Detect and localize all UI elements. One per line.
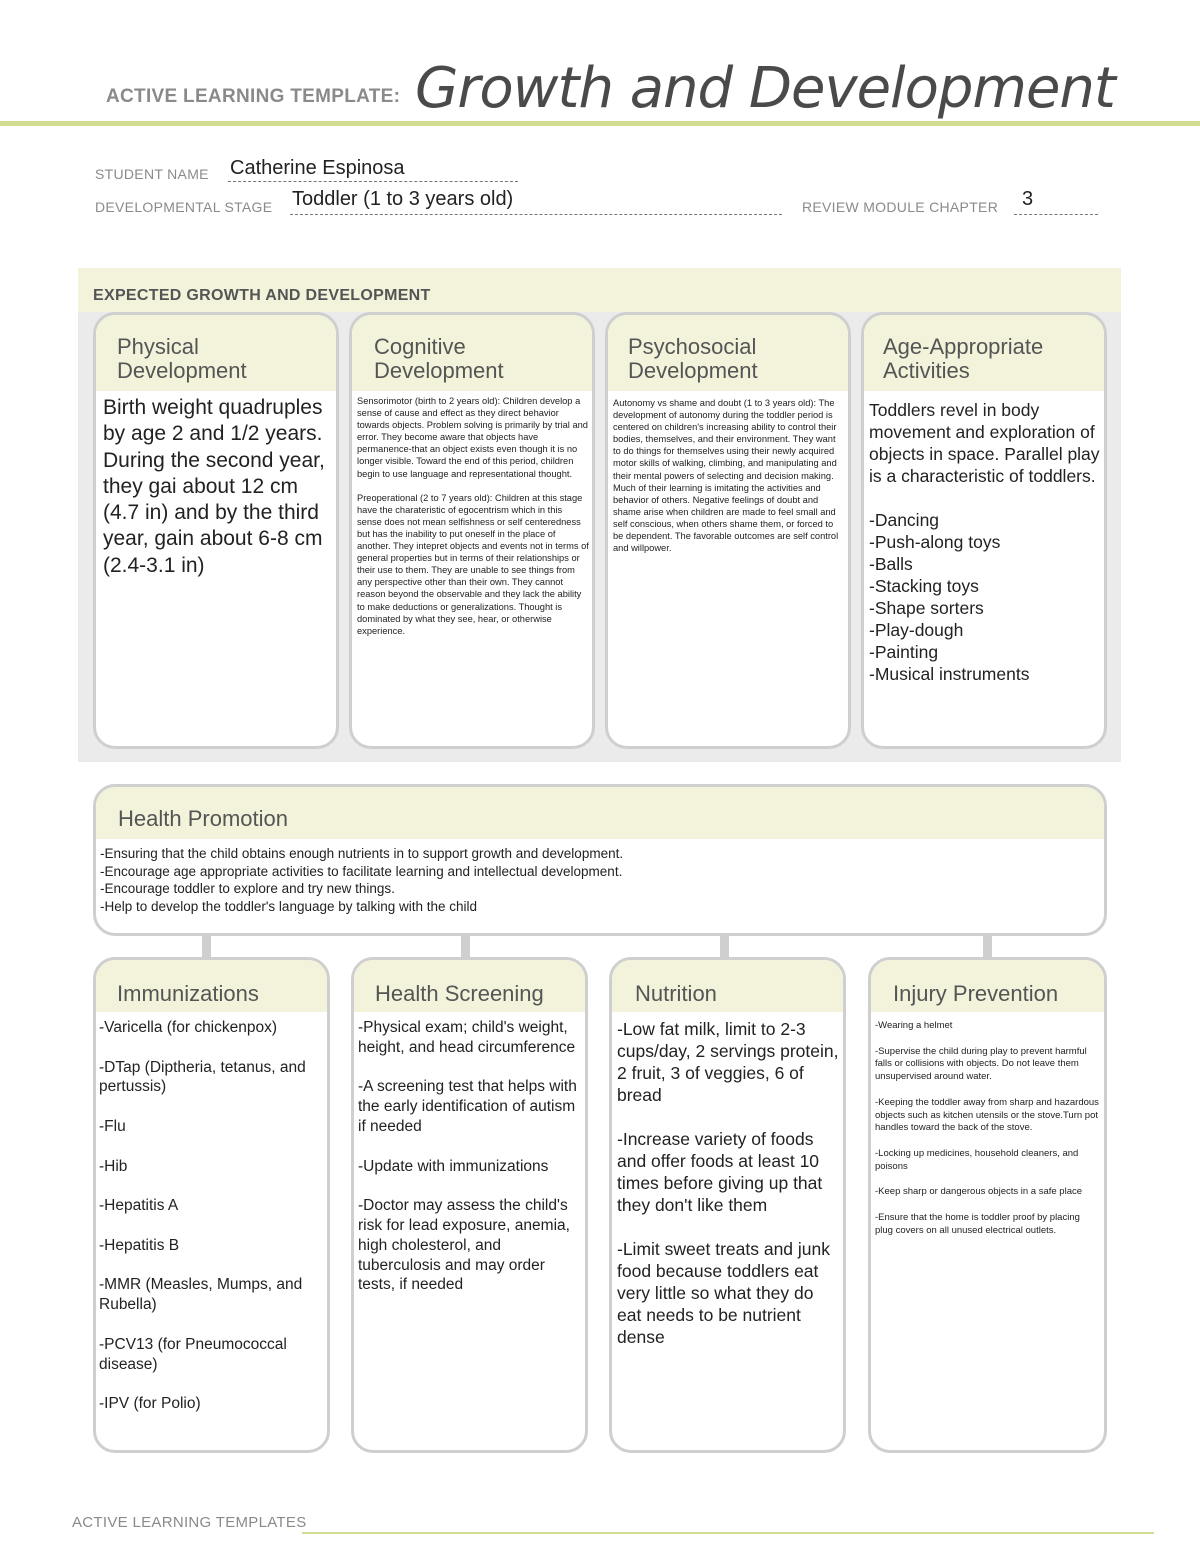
activity-item: -Painting xyxy=(869,642,939,662)
immunization-item: -Hib xyxy=(99,1157,128,1175)
health-screening-title: Health Screening xyxy=(375,981,544,1006)
immunization-item: -DTap (Diptheria, tetanus, and pertussis) xyxy=(99,1058,306,1096)
cognitive-development-title: Cognitive Development xyxy=(374,334,504,383)
health-promotion-line: -Encourage toddler to explore and try new things. xyxy=(100,881,395,896)
immunization-item: -Hepatitis A xyxy=(99,1197,179,1215)
connector-nutrition xyxy=(720,936,729,958)
health-screening-item: -Update with immunizations xyxy=(358,1157,549,1175)
connector-health-screening xyxy=(461,936,470,958)
health-screening-list[interactable] xyxy=(358,1018,580,1295)
nutrition-item: -Limit sweet treats and junk food because toddlers eat very little so what they do eat needs to be nutrient dense xyxy=(617,1239,831,1347)
health-screening-box xyxy=(351,957,588,1453)
activities-text[interactable] xyxy=(869,399,1101,685)
health-promotion-title: Health Promotion xyxy=(118,806,288,831)
activities-list xyxy=(869,509,1101,685)
dev-stage-label: DEVELOPMENTAL STAGE xyxy=(95,199,273,215)
student-name-value[interactable]: Catherine Espinosa xyxy=(230,157,405,179)
sensorimotor-paragraph: Sensorimotor (birth to 2 years old): Children develop a sense of cause and effect as they direct behavior towards objects. Problem solving is primarily by trial and error. They become aware that objects have permanence-that an object exists even though it is no longer visible. Toward the end of this period, children begin to use language and representational thought. xyxy=(357,396,588,479)
health-promotion-box xyxy=(93,784,1107,936)
immunization-item: -Hepatitis B xyxy=(99,1236,180,1254)
connector-immunizations xyxy=(202,936,211,958)
health-promotion-text[interactable] xyxy=(100,845,1090,915)
review-chapter-value[interactable]: 3 xyxy=(1022,188,1034,210)
activities-title: Age-Appropriate Activities xyxy=(883,334,1044,383)
immunizations-box xyxy=(93,957,330,1453)
student-name-label: STUDENT NAME xyxy=(95,166,209,182)
nutrition-title: Nutrition xyxy=(635,981,717,1006)
cognitive-development-box xyxy=(349,312,595,749)
review-chapter-label: REVIEW MODULE CHAPTER xyxy=(802,199,999,215)
physical-development-box xyxy=(93,312,339,749)
activities-box xyxy=(861,312,1107,749)
health-screening-item: -Physical exam; child's weight, height, and head circumference xyxy=(358,1019,576,1056)
health-promotion-line: -Help to develop the toddler's language by talking with the child xyxy=(100,898,478,914)
page-title: Growth and Development xyxy=(415,56,1115,121)
immunizations-list[interactable] xyxy=(99,1018,321,1414)
injury-prevention-item: -Wearing a helmet xyxy=(875,1020,953,1031)
injury-prevention-list[interactable] xyxy=(875,1020,1100,1238)
immunization-item: -Flu xyxy=(99,1117,126,1135)
physical-development-title: Physical Development xyxy=(117,334,247,383)
injury-prevention-item: -Ensure that the home is toddler proof by placing plug covers on all unused electrical outlets. xyxy=(875,1211,1080,1236)
physical-development-text[interactable]: Birth weight quadruples by age 2 and 1/2 years. During the second year, they gai about 12 cm (4.7 in) and by the third year, gain about 6-8 cm (2.4-3.1 in) xyxy=(103,396,325,577)
injury-prevention-item: -Keeping the toddler away from sharp and hazardous objects such as kitchen utensils or the stove.Turn pot handles toward the back of the stove. xyxy=(875,1096,1099,1134)
activities-intro: Toddlers revel in body movement and exploration of objects in space. Parallel play is a characteristic of toddlers. xyxy=(869,400,1100,486)
student-name-underline xyxy=(228,181,518,182)
injury-prevention-title: Injury Prevention xyxy=(893,981,1059,1006)
health-screening-item: -Doctor may assess the child's risk for lead exposure, anemia, high cholesterol, and tuberculosis and may order tests, if needed xyxy=(358,1197,570,1294)
immunization-item: -PCV13 (for Pneumococcal disease) xyxy=(99,1335,287,1373)
footer-label: ACTIVE LEARNING TEMPLATES xyxy=(72,1514,307,1531)
activity-item: -Balls xyxy=(869,554,913,574)
psychosocial-development-text[interactable]: Autonomy vs shame and doubt (1 to 3 years old): The development of autonomy during the toddler period is centered on children's increasing ability to control their bodies, themselves, and their environment. They want to do things for themselves using their newly acquired motor skills of walking, climbing, and manipulating and their mental powers of selecting and decision making. Much of their learning is imitating the activities and behavior of others. Negative feelings of doubt and shame arise when children are made to feel small and self conscious, when others shame them, or forced to be dependent. The favorable outcomes are self control and willpower. xyxy=(613,398,839,554)
connector-injury-prevention xyxy=(983,936,992,958)
template-label: ACTIVE LEARNING TEMPLATE: xyxy=(106,86,401,107)
nutrition-item: -Low fat milk, limit to 2-3 cups/day, 2 servings protein, 2 fruit, 3 of veggies, 6 of bread xyxy=(617,1019,839,1105)
header-divider xyxy=(0,121,1200,126)
health-promotion-line: -Ensuring that the child obtains enough nutrients in to support growth and development. xyxy=(100,846,624,861)
psychosocial-development-box xyxy=(605,312,851,749)
immunization-item: -IPV (for Polio) xyxy=(99,1395,201,1413)
nutrition-box xyxy=(609,957,846,1453)
immunization-item: -MMR (Measles, Mumps, and Rubella) xyxy=(99,1276,303,1314)
activity-item: -Stacking toys xyxy=(869,576,979,596)
immunization-item: -Varicella (for chickenpox) xyxy=(99,1019,278,1036)
review-chapter-underline xyxy=(1014,214,1098,215)
injury-prevention-item: -Supervise the child during play to prevent harmful falls or collisions with objects. Do not leave them unsupervised around water. xyxy=(875,1045,1087,1083)
psychosocial-development-title: Psychosocial Development xyxy=(628,334,758,383)
activity-item: -Dancing xyxy=(869,510,940,530)
preoperational-paragraph: Preoperational (2 to 7 years old): Children at this stage have the charateristic of egocentrism which in this sense does not mean selfishness or self centeredness but has the inability to put oneself in the place of another. They intepret objects and events not in terms of general properties but in terms of their relationships or their use to them. They are unable to see things from any perspective other than their own. They cannot reason beyond the observable and they lack the ability to make deductions or generalizations. Thought is dominated by what they see, hear, or otherwise experience. xyxy=(357,492,589,636)
nutrition-list[interactable] xyxy=(617,1018,839,1348)
health-screening-item: -A screening test that helps with the early identification of autism if needed xyxy=(358,1078,577,1135)
cognitive-development-text[interactable] xyxy=(357,395,589,637)
dev-stage-underline xyxy=(290,214,782,215)
dev-stage-value[interactable]: Toddler (1 to 3 years old) xyxy=(292,188,514,210)
activity-item: -Play-dough xyxy=(869,620,964,640)
nutrition-item: -Increase variety of foods and offer foods at least 10 times before giving up that they don't like them xyxy=(617,1129,823,1215)
injury-prevention-item: -Locking up medicines, household cleaners, and poisons xyxy=(875,1147,1079,1172)
injury-prevention-item: -Keep sharp or dangerous objects in a safe place xyxy=(875,1186,1083,1198)
immunizations-title: Immunizations xyxy=(117,981,259,1006)
health-promotion-line: -Encourage age appropriate activities to facilitate learning and intellectual development. xyxy=(100,863,623,879)
activity-item: -Push-along toys xyxy=(869,532,1001,552)
expected-growth-title: EXPECTED GROWTH AND DEVELOPMENT xyxy=(93,287,431,304)
injury-prevention-box xyxy=(868,957,1107,1453)
activity-item: -Shape sorters xyxy=(869,598,984,618)
footer-divider xyxy=(302,1532,1154,1534)
activity-item: -Musical instruments xyxy=(869,664,1030,684)
